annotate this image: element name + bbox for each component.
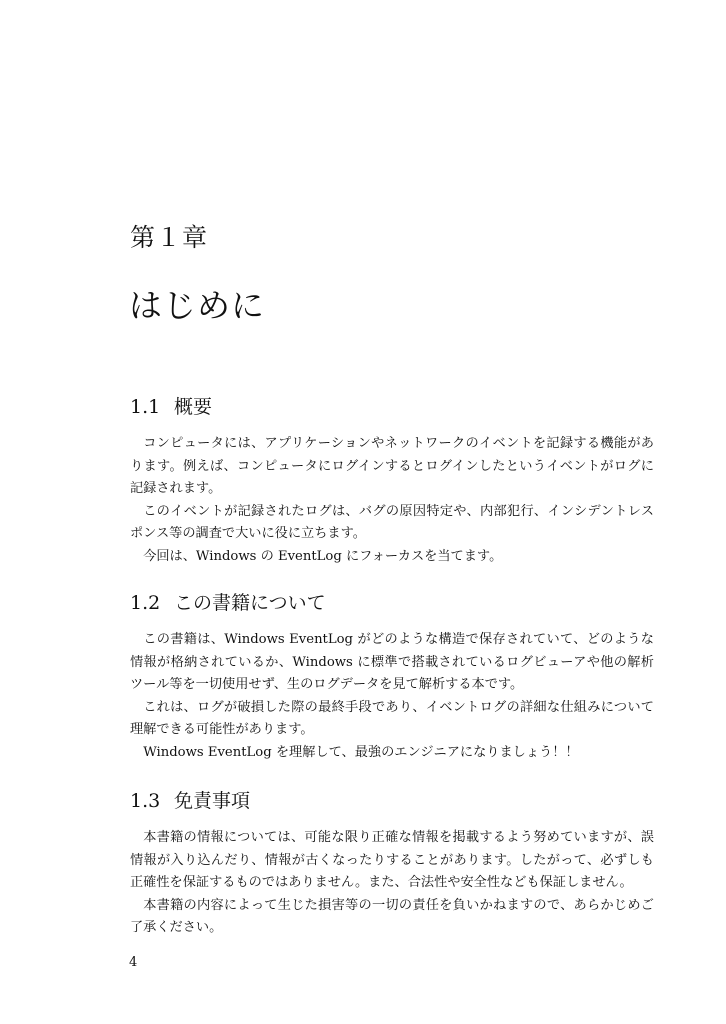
section-body bbox=[130, 629, 654, 765]
section-about-book bbox=[130, 590, 654, 765]
section-number: 1.1 bbox=[130, 396, 161, 418]
section-heading bbox=[130, 394, 654, 420]
paragraph: 今回は、Windows の EventLog にフォーカスを当てます。 bbox=[143, 548, 503, 564]
chapter-title: はじめに bbox=[129, 286, 265, 325]
section-heading bbox=[130, 788, 654, 814]
section-heading bbox=[130, 590, 654, 616]
section-number: 1.3 bbox=[130, 790, 161, 812]
page-number: 4 bbox=[129, 955, 138, 970]
section-title: 免責事項 bbox=[174, 790, 251, 812]
paragraph: コンピュータには、アプリケーションやネットワークのイベントを記録する機能があります。例えば、コンピュータにログインするとログインしたというイベントがログに記録されます。 bbox=[130, 436, 654, 497]
section-body bbox=[130, 827, 654, 940]
paragraph: このイベントが記録されたログは、バグの原因特定や、内部犯行、インシデントレスポンス等の調査で大いに役に立ちます。 bbox=[130, 503, 654, 542]
section-overview bbox=[130, 394, 654, 569]
chapter-label: 第１章 bbox=[130, 223, 209, 252]
paragraph: 本書籍の情報については、可能な限り正確な情報を掲載するよう努めていますが、誤情報が入り込んだり、情報が古くなったりすることがあります。したがって、必ずしも正確性を保証するものではありません。また、合法性や安全性なども保証しません。 bbox=[130, 830, 654, 891]
paragraph: 本書籍の内容によって生じた損害等の一切の責任を負いかねますので、あらかじめご了承ください。 bbox=[130, 897, 654, 936]
section-number: 1.2 bbox=[130, 592, 161, 614]
paragraph: これは、ログが破損した際の最終手段であり、イベントログの詳細な仕組みについて理解できる可能性があります。 bbox=[130, 699, 654, 738]
paragraph: Windows EventLog を理解して、最強のエンジニアになりましょう！！ bbox=[143, 744, 579, 760]
section-title: この書籍について bbox=[174, 592, 326, 614]
section-disclaimer bbox=[130, 788, 654, 940]
section-title: 概要 bbox=[174, 396, 213, 418]
section-body bbox=[130, 433, 654, 569]
paragraph: この書籍は、Windows EventLog がどのような構造で保存されていて、どのような情報が格納されているか、Windows に標準で搭載されているログビューアや他の解析ツール等を一切使用せず、生のログデータを見て解析する本です。 bbox=[130, 632, 654, 693]
